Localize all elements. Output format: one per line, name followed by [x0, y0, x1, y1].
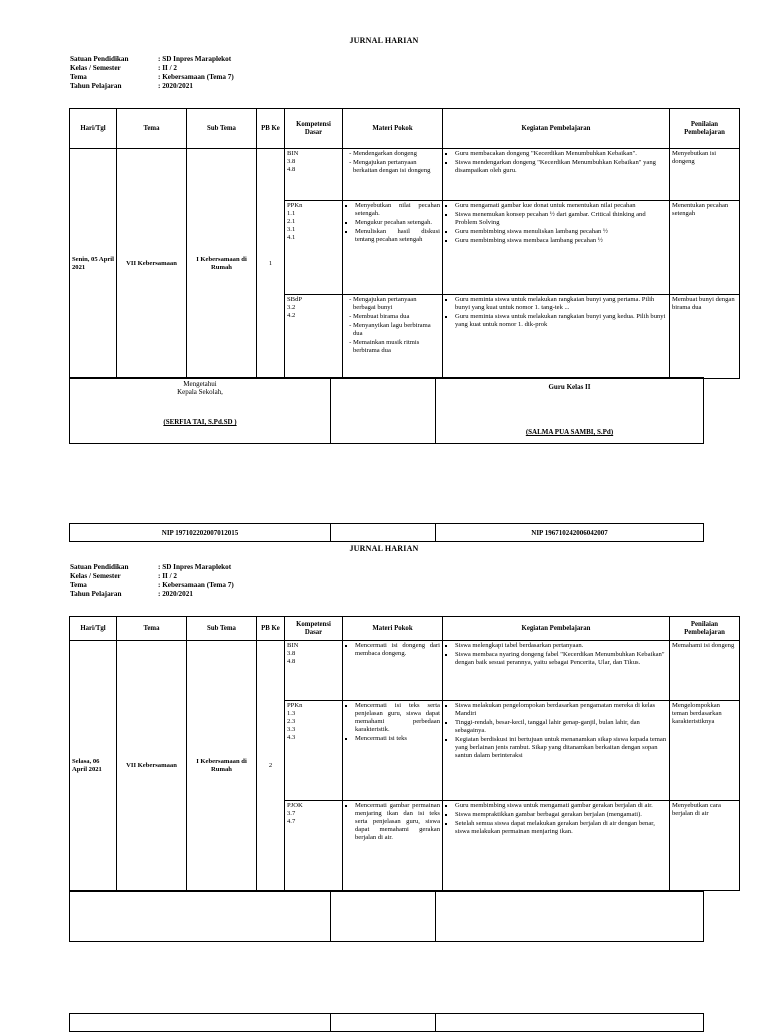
tema-cell: VII Kebersamaan	[117, 149, 187, 379]
header-cell: Hari/Tgl	[70, 109, 117, 149]
principal-signature-cell	[70, 378, 331, 444]
list-item: ▪ Guru membimbing siswa membaca lambang pecahan ½	[455, 237, 667, 245]
list-item: ▪ Guru mengamati gambar kue donat untuk menentukan nilai pecahan	[455, 202, 667, 210]
principal-name: (SERFIA TAI, S.Pd.SD )	[163, 418, 237, 426]
header-cell: Kompetensi Dasar	[285, 109, 343, 149]
header-cell: Kegiatan Pembelajaran	[443, 109, 670, 149]
teacher-name: (SALMA PUA SAMBI, S.Pd)	[525, 428, 614, 436]
header-cell: Tema	[117, 617, 187, 641]
list-item: ▪ Setelah semua siswa dapat melakukan gerakan berjalan di air dengan benar, siswa melakukan permainan menjaring ikan.	[455, 820, 667, 836]
empty-cell	[331, 892, 436, 942]
day-cell: Selasa, 06 April 2021	[70, 641, 117, 891]
header-cell: Penilaian Pembelajaran	[670, 109, 740, 149]
list-item: ▪ Siswa mempraktikkan gambar berbagai gerakan berjalan (mengamati).	[455, 811, 667, 819]
kd-cell: SBdP 3.2 4.2	[285, 295, 343, 379]
meta-row	[70, 581, 234, 590]
sig-label: Mengetahui	[183, 380, 217, 388]
empty-cell	[70, 1014, 331, 1032]
meta-row	[70, 55, 234, 64]
penilaian-cell: Memahami isi dongeng	[670, 641, 740, 701]
meta-row	[70, 73, 234, 82]
list-item: ▪ Guru meminta siswa untuk melakukan rangkaian bunyi yang pertama. Pilih bunyi yang kuat untuk nomor 1. tang-tek ...	[455, 296, 667, 312]
header-cell: Sub Tema	[187, 617, 257, 641]
empty-cell	[331, 378, 436, 444]
list-item: ▪ Mencermati gambar permainan menjaring ikan dan isi teks serta penjelasan guru, siswa dapat memahami gerakan berjalan di air.	[355, 802, 440, 842]
page1-meta	[70, 55, 234, 91]
meta-value: : Kebersamaan (Tema 7)	[158, 581, 234, 589]
list-item: ▪ Menuliskan hasil diskusi tentang pecahan setengah	[355, 228, 440, 244]
meta-value: : 2020/2021	[158, 82, 193, 90]
empty-cell	[331, 1014, 436, 1032]
kegiatan-cell	[443, 641, 670, 701]
kegiatan-cell	[443, 149, 670, 201]
nip-left: NIP 197102202007012015	[70, 524, 331, 542]
nip-table	[69, 523, 704, 542]
list-item: - Mengajukan pertanyaan berkaitan dengan isi dongeng	[353, 159, 440, 175]
list-item: ▪ Mencermati isi teks	[355, 735, 440, 743]
meta-value: : 2020/2021	[158, 590, 193, 598]
materi-cell	[343, 701, 443, 801]
meta-row	[70, 572, 234, 581]
meta-row	[70, 563, 234, 572]
teacher-signature-cell	[436, 378, 704, 444]
meta-value: : II / 2	[158, 64, 177, 72]
nip-right: NIP 196710242006042007	[436, 524, 704, 542]
header-cell: PB Ke	[257, 109, 285, 149]
kd-cell: BIN 3.8 4.8	[285, 149, 343, 201]
empty-cell	[70, 892, 331, 942]
sig-label: Kepala Sekolah,	[177, 388, 223, 396]
header-cell: Hari/Tgl	[70, 617, 117, 641]
list-item: - Membuat birama dua	[353, 313, 440, 321]
list-item: ▪ Mencermati isi dongeng dari membaca dongeng.	[355, 642, 440, 658]
header-cell: Tema	[117, 109, 187, 149]
list-item: ▪ Guru membimbing siswa untuk mengamati gambar gerakan berjalan di air.	[455, 802, 667, 810]
list-item: - Mendengarkan dongeng	[353, 150, 440, 158]
tema-cell: VII Kebersamaan	[117, 641, 187, 891]
journal-table-1	[69, 108, 740, 379]
header-cell: PB Ke	[257, 617, 285, 641]
header-cell: Sub Tema	[187, 109, 257, 149]
journal-table-2	[69, 616, 740, 891]
header-cell: Kompetensi Dasar	[285, 617, 343, 641]
meta-row	[70, 82, 234, 91]
penilaian-cell: Membuat bunyi dengan birama dua	[670, 295, 740, 379]
sig-label: Guru Kelas II	[548, 383, 591, 391]
list-item: ▪ Kegiatan berdiskusi ini bertujuan untuk menanamkan sikap siswa kepada teman yang berlainan jenis rambut. Sikap yang ditanamkan berkaitan dengan sopan santun dalam berinteraksi	[455, 736, 667, 760]
penilaian-cell: Menentukan pecahan setengah	[670, 201, 740, 295]
list-item: ▪ Siswa mendengarkan dongeng "Kecerdikan Menumbuhkan Kebaikan" yang disampaikan oleh guru.	[455, 159, 667, 175]
list-item: ▪ Menyebutkan nilai pecahan setengah.	[355, 202, 440, 218]
list-item: - Menyanyikan lagu berbirama dua	[353, 322, 440, 338]
header-row	[70, 109, 740, 149]
meta-row	[70, 64, 234, 73]
meta-row	[70, 590, 234, 599]
materi-cell	[343, 641, 443, 701]
header-row	[70, 617, 740, 641]
penilaian-cell: Menyebutkan isi dongeng	[670, 149, 740, 201]
meta-key: Tahun Pelajaran	[70, 82, 122, 90]
materi-cell	[343, 295, 443, 379]
header-cell: Materi Pokok	[343, 617, 443, 641]
day-cell: Senin, 05 April 2021	[70, 149, 117, 379]
meta-value: : II / 2	[158, 572, 177, 580]
list-item: ▪ Siswa melakukan pengelompokan berdasarkan pengamatan mereka di kelas Mandiri	[455, 702, 667, 718]
list-item: ▪ Mencermati isi teks serta penjelasan guru, siswa dapat memahami perbedaan karakteristik.	[355, 702, 440, 734]
list-item: ▪ Siswa melengkapi tabel berdasarkan pertanyaan.	[455, 642, 667, 650]
list-item: ▪ Siswa membaca nyaring dongeng fabel "Kecerdikan Menumbuhkan Kebaikan" dengan baik sesuai perannya, yaitu sebagai Pencerita, Ular, dan Tikus.	[455, 651, 667, 667]
table-row	[70, 641, 740, 701]
kegiatan-cell	[443, 801, 670, 891]
pb-cell: 1	[257, 149, 285, 379]
kd-cell: PPKn 1.1 2.1 3.1 4.1	[285, 201, 343, 295]
meta-value: : SD Inpres Maraplekot	[158, 55, 232, 63]
empty-cell	[436, 1014, 704, 1032]
meta-key: Tema	[70, 581, 87, 589]
meta-key: Kelas / Semester	[70, 572, 121, 580]
header-cell: Kegiatan Pembelajaran	[443, 617, 670, 641]
pb-cell: 2	[257, 641, 285, 891]
signature-table	[69, 377, 704, 444]
list-item: ▪ Guru membimbing siswa menuliskan lambang pecahan ½	[455, 228, 667, 236]
page2-title: JURNAL HARIAN	[349, 544, 419, 553]
list-item: - Mengajukan pertanyaan berbagai bunyi	[353, 296, 440, 312]
penilaian-cell: Mengelompokkan teman berdasarkan karakteristiknya	[670, 701, 740, 801]
page2-meta	[70, 563, 234, 599]
kegiatan-cell	[443, 701, 670, 801]
materi-cell	[343, 801, 443, 891]
meta-key: Kelas / Semester	[70, 64, 121, 72]
meta-value: : Kebersamaan (Tema 7)	[158, 73, 234, 81]
meta-value: : SD Inpres Maraplekot	[158, 563, 232, 571]
kegiatan-cell	[443, 295, 670, 379]
list-item: ▪ Guru membacakan dongeng "Kecerdikan Menumbuhkan Kebaikan".	[455, 150, 667, 158]
meta-key: Satuan Pendidikan	[70, 563, 129, 571]
meta-key: Tema	[70, 73, 87, 81]
list-item: ▪ Tinggi-rendah, besar-kecil, tanggal lahir genap-ganjil, bulan lahir, dan sebagainya.	[455, 719, 667, 735]
kd-cell: PJOK 3.7 4.7	[285, 801, 343, 891]
materi-cell	[343, 201, 443, 295]
empty-cell	[331, 524, 436, 542]
list-item: ▪ Siswa menemukan konsep pecahan ½ dari gambar. Critical thinking and Problem Solving	[455, 211, 667, 227]
table-row	[70, 149, 740, 201]
subtema-cell: I Kebersamaan di Rumah	[187, 149, 257, 379]
kd-cell: PPKn 1.3 2.3 3.3 4.3	[285, 701, 343, 801]
materi-cell	[343, 149, 443, 201]
subtema-cell: I Kebersamaan di Rumah	[187, 641, 257, 891]
page1-title: JURNAL HARIAN	[349, 36, 419, 45]
penilaian-cell: Menyebutkan cara berjalan di air	[670, 801, 740, 891]
signature-table-2	[69, 891, 704, 942]
meta-key: Satuan Pendidikan	[70, 55, 129, 63]
header-cell: Penilaian Pembelajaran	[670, 617, 740, 641]
meta-key: Tahun Pelajaran	[70, 590, 122, 598]
empty-cell	[436, 892, 704, 942]
kegiatan-cell	[443, 201, 670, 295]
header-cell: Materi Pokok	[343, 109, 443, 149]
nip-table-2	[69, 1013, 704, 1032]
list-item: ▪ Guru meminta siswa untuk melakukan rangkaian bunyi yang kedua. Pilih bunyi yang kuat untuk nomor 1. dik-prok	[455, 313, 667, 329]
list-item: - Memainkan musik ritmis berbirama dua	[353, 339, 440, 355]
list-item: ▪ Mengukur pecahan setengah.	[355, 219, 440, 227]
kd-cell: BIN 3.8 4.8	[285, 641, 343, 701]
